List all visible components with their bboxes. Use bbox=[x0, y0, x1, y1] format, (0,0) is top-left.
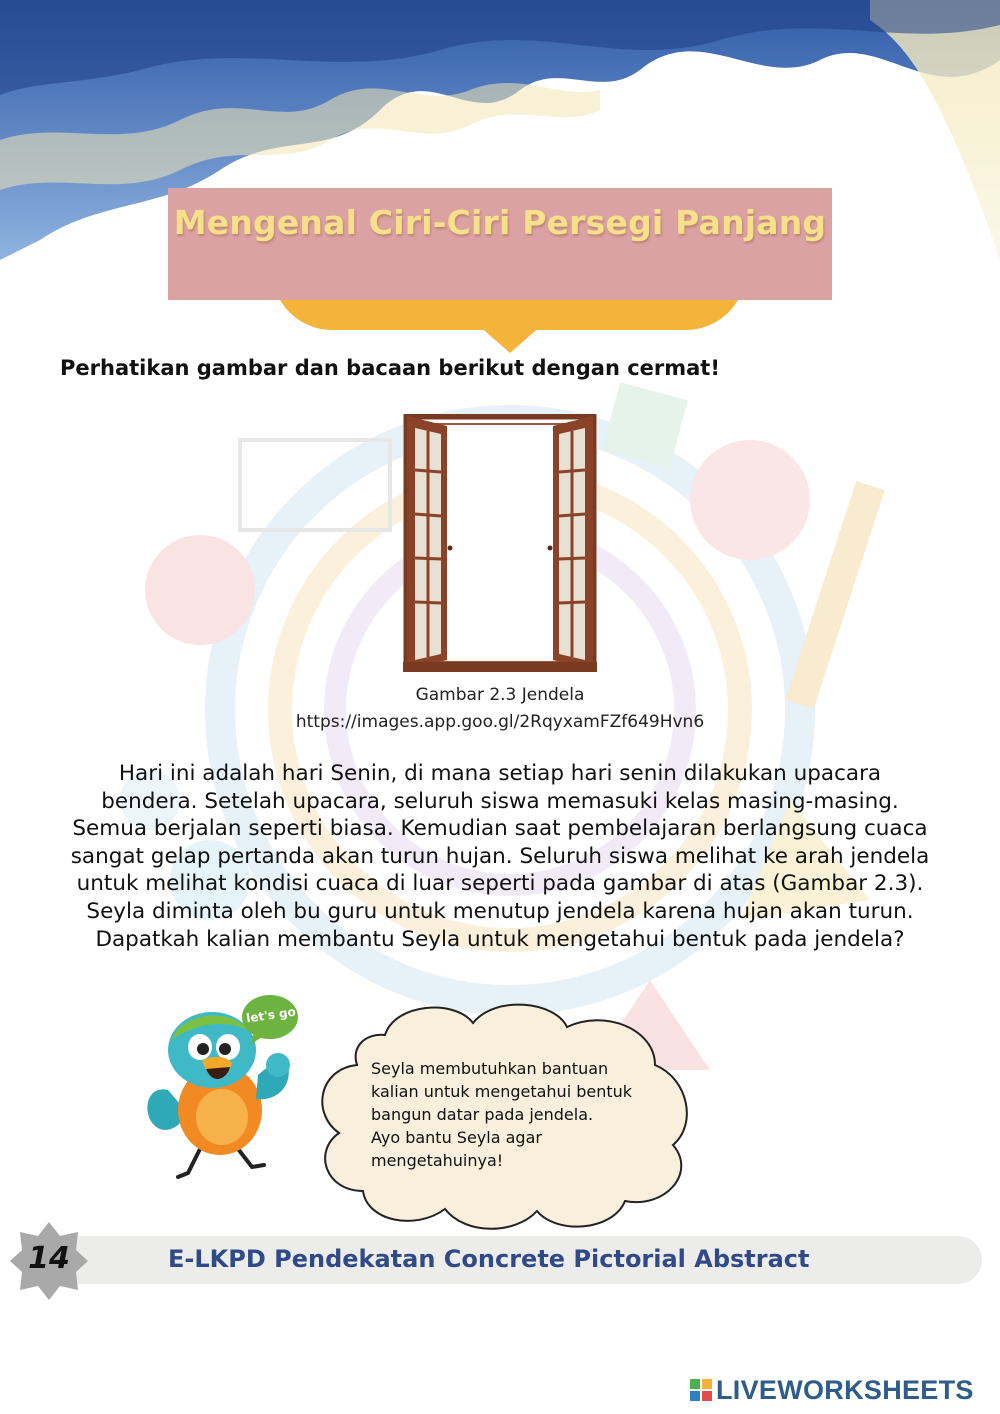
liveworksheets-logo bbox=[690, 1375, 974, 1405]
instruction-text: Perhatikan gambar dan bacaan berikut dengan cermat! bbox=[60, 356, 720, 380]
liveworksheets-icon bbox=[690, 1379, 712, 1401]
cloud-line: kalian untuk mengetahui bentuk bbox=[371, 1082, 633, 1101]
mascot-speech: let's go bbox=[245, 1004, 297, 1026]
page-number: 14 bbox=[28, 1241, 70, 1276]
cloud-line: bangun datar pada jendela. bbox=[371, 1105, 594, 1124]
figure-caption-block bbox=[200, 682, 800, 736]
cloud-message bbox=[371, 1057, 671, 1172]
title-pointer bbox=[478, 325, 542, 353]
figure-source: https://images.app.goo.gl/2RqyxamFZf649Hvn6 bbox=[295, 712, 705, 732]
page-title: Mengenal Ciri-Ciri Persegi Panjang bbox=[173, 203, 827, 242]
cloud-line: mengetahuinya! bbox=[371, 1151, 504, 1170]
liveworksheets-wordmark: LIVEWORKSHEETS bbox=[716, 1374, 974, 1405]
window-image bbox=[403, 414, 597, 672]
figure-caption: Gambar 2.3 Jendela bbox=[415, 685, 585, 705]
story-paragraph: Hari ini adalah hari Senin, di mana setiap hari senin dilakukan upacara bendera. Setelah upacara, seluruh siswa memasuki kelas masing-masing. Semua berjalan seperti biasa. Kemudian saat pembelajaran berlangsung cuaca sangat gelap pertanda akan turun hujan. Seluruh siswa melihat ke arah jendela untuk melihat kondisi cuaca di luar seperti pada gambar di atas (Gambar 2.3). Seyla diminta oleh bu guru untuk menutup jendela karena hujan akan turun. Dapatkah kalian membantu Seyla untuk mengetahui bentuk pada jendela? bbox=[70, 761, 930, 952]
cloud-line: Ayo bantu Seyla agar bbox=[371, 1128, 542, 1147]
footer-text: E-LKPD Pendekatan Concrete Pictorial Abstract bbox=[168, 1245, 810, 1273]
cloud-line: Seyla membutuhkan bantuan bbox=[371, 1059, 609, 1078]
